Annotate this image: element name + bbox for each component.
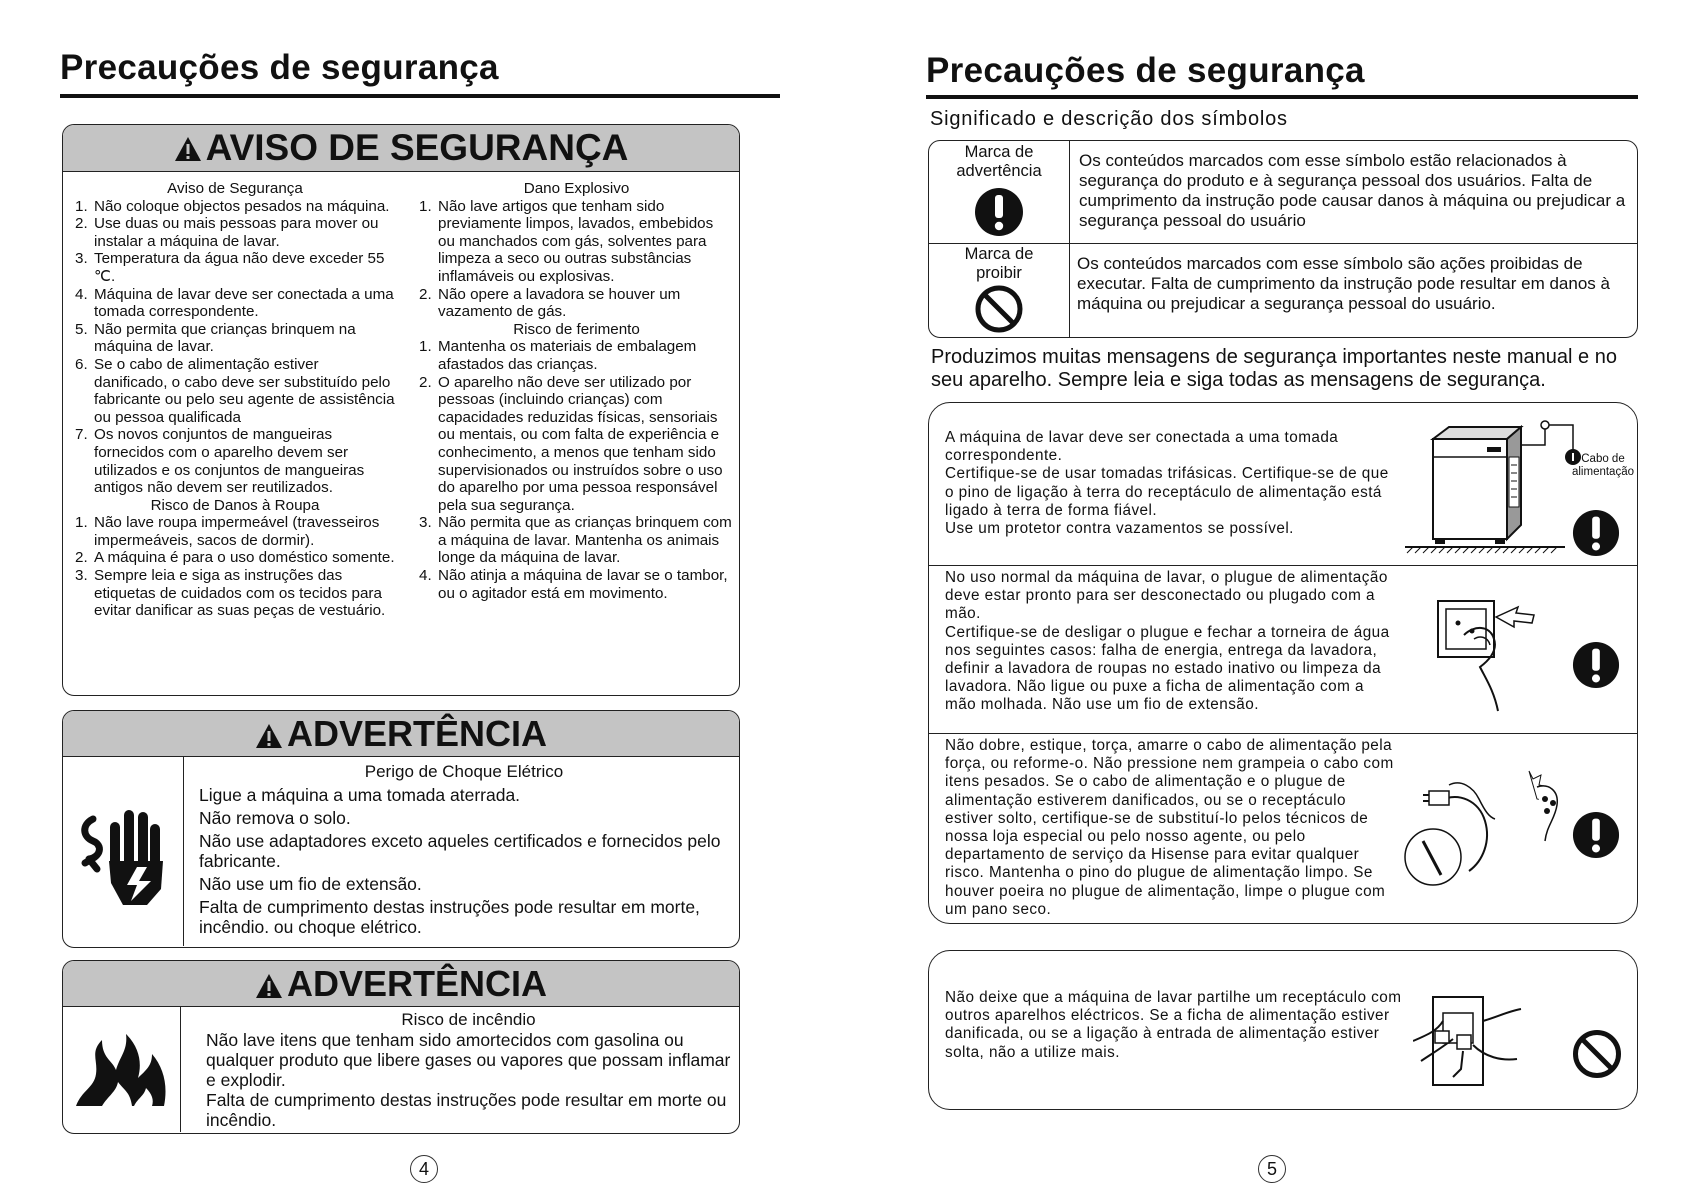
warning-shock-heading: Perigo de Choque Elétrico [364, 762, 564, 781]
warning-fire-heading: Risco de incêndio [401, 1010, 536, 1029]
subhead-clothing-damage: Risco de Danos à Roupa [150, 496, 320, 514]
title-divider [926, 95, 1638, 99]
list-item: 2. Não opere a lavadora se houver um vazamento de gás. [419, 285, 681, 321]
subhead-injury-risk: Risco de ferimento [513, 320, 640, 338]
safety-column-2 [419, 180, 734, 602]
multi-plug-illustration [1413, 991, 1523, 1096]
list-item: 5. Não permita que crianças brinquem na máquina de lavar. [75, 320, 356, 356]
safety-list-1 [75, 198, 395, 497]
safety-column-1 [75, 180, 395, 620]
warning-shock-text [199, 762, 729, 940]
damaged-cord-illustration [1399, 761, 1569, 896]
shared-outlet-box [928, 950, 1638, 1110]
warning-line: Ligue a máquina a uma tomada aterrada. [199, 785, 521, 805]
title-divider [60, 94, 780, 98]
list-item: 1. Não lave artigos que tenham sido previamente limpos, lavados, embebidos ou manchados com gás, solventes para limpeza a seco ou outras substâncias inflamáveis ou explosivas. [419, 197, 714, 285]
warning-triangle-icon [174, 127, 202, 173]
list-item: 2. O aparelho não deve ser utilizado por pessoas (incluindo crianças) com capacidades reduzidas físicas, sensoriais ou mentais, ou com falta de experiência e conhecimento, a menos que tenham sido supervisionados ou instruídos sobre o uso do aparelho por uma pessoa responsável pela sua segurança. [419, 373, 723, 514]
instruction-text: Não deixe que a máquina de lavar partilhe um receptáculo com outros aparelhos eléctricos. Se a ficha de alimentação estiver danificada, ou se a ligação à entrada de alimentação estiver solta, não a utilize mais. [945, 989, 1402, 1061]
warning-fire-text [206, 1010, 731, 1133]
safety-list-2 [75, 514, 395, 620]
warning-triangle-icon [255, 714, 283, 759]
warning-fire-box [62, 960, 740, 1134]
list-item: 3. Sempre leia e siga as instruções das etiquetas de cuidados com os tecidos para evitar danificar as suas peças de vestuário. [75, 567, 386, 620]
instruction-text: Não dobre, estique, torça, amarre o cabo de alimentação pela força, ou reforme-o. Não pressione nem grampeia o cabo com itens pesados. Se o cabo de alimentação e o plugue de alimentação estiverem danificados, ou se o receptáculo estiver solto, certifique-se de substituí-lo pelos técnicos de nossa loja especial ou pelo nosso agente, ou pelo departamento de serviço da Hisense para evitar qualquer risco. Mantenha o pino do plugue de alimentação limpo. Se houver poeira no plugue de alimentação, limpe o plugue com um pano seco. [945, 737, 1394, 918]
prohibit-mark-icon [1572, 1029, 1622, 1084]
symbol-label: Marca de proibir [964, 245, 1034, 282]
warning-mark-icon [1572, 509, 1620, 562]
list-item: 2. A máquina é para o uso doméstico somente. [75, 549, 395, 567]
list-item: 2. Use duas ou mais pessoas para mover ou instalar a máquina de lavar. [75, 215, 379, 250]
symbol-label-cell [929, 244, 1070, 337]
warning-fire-title: ADVERTÊNCIA [286, 963, 547, 1004]
instruction-section [929, 733, 1637, 923]
warning-line: Não use um fio de extensão. [199, 874, 422, 894]
intro-text: Produzimos muitas mensagens de segurança importantes neste manual e no seu aparelho. Sempre leia e siga todas as mensagens de segurança. [931, 346, 1617, 391]
list-item: 3. Temperatura da água não deve exceder 55 ℃. [75, 250, 385, 285]
electric-shock-icon [63, 757, 184, 946]
warning-shock-box [62, 710, 740, 948]
symbol-description: Os conteúdos marcados com esse símbolo são ações proibidas de executar. Falta de cumprimento da instrução pode resultar em danos à máquina ou prejudicar a segurança pessoal do usuário. [1077, 254, 1610, 313]
page-title: Precauções de segurança [60, 48, 499, 87]
warning-triangle-icon [255, 964, 283, 1009]
symbol-row-prohibit [929, 244, 1637, 337]
list-item: 1. Não coloque objectos pesados na máquina. [75, 197, 390, 215]
page-number: 4 [410, 1155, 438, 1183]
warning-mark-icon [1572, 811, 1620, 864]
safety-notice-box [62, 124, 740, 696]
list-item: 4. Máquina de lavar deve ser conectada a uma tomada correspondente. [75, 285, 394, 321]
subhead-safety-notice: Aviso de Segurança [167, 180, 303, 197]
list-item: 4. Não atinja a máquina de lavar se o tambor, ou o agitador está em movimento. [419, 567, 728, 602]
list-item: 6. Se o cabo de alimentação estiver danificado, o cabo deve ser substituído pelo fabricante ou pelo seu agente de assistência ou pessoa qualificada [75, 355, 395, 426]
list-item: 3. Não permita que as crianças brinquem com a máquina de lavar. Mantenha os animais longe da máquina de lavar. [419, 514, 732, 567]
list-item: 7. Os novos conjuntos de mangueiras fornecidos com o aparelho devem ser utilizados e os conjuntos de mangueiras antigos não devem ser reutilizados. [75, 426, 365, 497]
safety-list-3 [419, 198, 734, 321]
safety-notice-title: AVISO DE SEGURANÇA [205, 127, 629, 168]
symbol-label: Marca de advertência [956, 143, 1042, 180]
list-item: 1. Não lave roupa impermeável (travesseiros impermeáveis, sacos de dormir). [75, 514, 380, 549]
prohibit-mark-icon [929, 285, 1069, 338]
safety-instructions-box [928, 402, 1638, 924]
power-cable-label: Cabo de alimentação [1571, 453, 1634, 478]
right-page [841, 0, 1682, 1190]
warning-fire-body [63, 1007, 739, 1132]
warning-line: Falta de cumprimento destas instruções pode resultar em morte, incêndio. ou choque elétrico. [199, 897, 700, 937]
symbol-description: Os conteúdos marcados com esse símbolo estão relacionados à segurança do produto e à segurança pessoal dos usuários. Falta de cumprimento da instrução pode causar danos à máquina ou prejudicar a segurança pessoal do usuário [1079, 151, 1626, 230]
instruction-text: A máquina de lavar deve ser conectada a uma tomada correspondente. Certifique-se de usar tomadas trifásicas. Certifique-se de que o pino de ligação à terra do receptáculo de alimentação está ligado à terra de forma fiável. Use um protetor contra vazamentos se possível. [945, 429, 1389, 538]
page-number: 5 [1258, 1155, 1286, 1183]
warning-shock-header [63, 711, 739, 757]
symbols-table [928, 140, 1638, 338]
warning-line: Não use adaptadores exceto aqueles certificados e fornecidos pelo fabricante. [199, 831, 721, 871]
symbol-row-warning [929, 141, 1637, 244]
warning-line: Não lave itens que tenham sido amortecidos com gasolina ou qualquer produto que libere gases ou vapores que possam inflamar e explodir. [206, 1030, 731, 1090]
warning-mark-icon [1572, 641, 1620, 694]
instruction-text: No uso normal da máquina de lavar, o plugue de alimentação deve estar pronto para ser desconectado ou plugado com a mão. Certifique-se de desligar o plugue e fechar a torneira de água nos seguintes casos: falha de energia, entrega da lavadora, definir a lavadora de roupas no estado inativo ou limpeza da lavadora. Não ligue ou puxe a ficha de alimentação com a mão molhada. Não use um fio de extensão. [945, 569, 1390, 714]
safety-notice-header [63, 125, 739, 172]
warning-line: Falta de cumprimento destas instruções pode resultar em morte ou incêndio. [206, 1090, 727, 1130]
warning-shock-title: ADVERTÊNCIA [286, 713, 547, 754]
page-title: Precauções de segurança [926, 51, 1365, 90]
unplug-illustration [1434, 595, 1544, 720]
warning-mark-icon [929, 187, 1069, 242]
instruction-section [929, 403, 1637, 566]
symbol-label-cell [929, 141, 1070, 243]
warning-line: Não remova o solo. [199, 808, 351, 828]
warning-shock-body [63, 757, 739, 946]
safety-list-4 [419, 338, 734, 602]
fire-icon [63, 1007, 181, 1132]
warning-fire-header [63, 961, 739, 1007]
list-item: 1. Mantenha os materiais de embalagem afastados das crianças. [419, 338, 697, 373]
subhead-explosion-damage: Dano Explosivo [523, 180, 630, 197]
instruction-section [929, 565, 1637, 734]
symbols-subtitle: Significado e descrição dos símbolos [930, 108, 1288, 130]
